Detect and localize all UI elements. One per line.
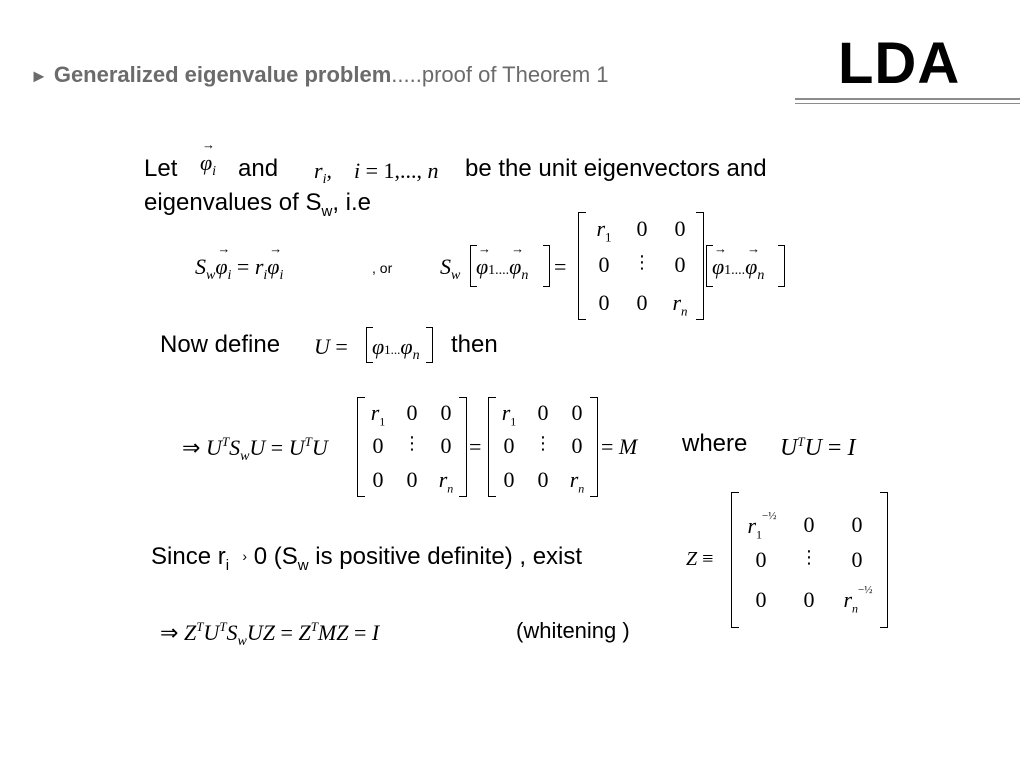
orthogonality-condition: $U^TU = I$ — [780, 434, 856, 461]
bracket-right-2 — [778, 245, 785, 287]
bracket-right-u — [426, 327, 433, 363]
header-rule — [795, 98, 1020, 100]
whitening-equation: ⇒ $Z^TU^TS_wUZ = Z^TMZ = I$ — [160, 619, 380, 649]
or-text: , or — [372, 260, 393, 276]
bracket-right — [543, 245, 550, 287]
eigen-equation: $S_w\to \varphi_i = r_i\to \varphi_i$ — [195, 254, 283, 284]
eigenvalue-matrix: $r_1$ 0 0 0 ⋮ 0 0 0 $r_n$ — [578, 212, 704, 320]
lda-logo: LDA — [838, 31, 961, 96]
u-definition: U = — [314, 334, 348, 359]
now-define-text: Now define — [160, 331, 281, 358]
let-text: Let — [144, 155, 178, 182]
phi-i-symbol: → $\varphi_i$ — [200, 150, 216, 180]
matrix-z: $r_1^{-\frac{1}{2}}$ 0 0 0 ⋮ 0 0 0 $r_n^{-\frac{1}{2}}$ — [731, 492, 888, 628]
matrix-b: $r_1$ 0 0 0 ⋮ 0 0 0 $r_n$ — [488, 397, 598, 497]
equals-m: = M — [601, 434, 638, 459]
equals-sign-2: = — [469, 434, 482, 459]
matrix-equation-lhs: $S_w$ — [440, 254, 461, 283]
whitening-lhs: ⇒ $U^TS_wU = U^TU$ — [182, 434, 328, 464]
matrix-a: $r_1$ 0 0 0 ⋮ 0 0 0 $r_n$ — [357, 397, 467, 497]
z-definition: Z ≡ — [686, 548, 714, 570]
eigenvalues-text: eigenvalues of $S_w$, i.e — [144, 189, 371, 220]
title-bold: Generalized eigenvalue problem — [53, 62, 392, 87]
equals-sign: = — [554, 254, 567, 279]
phi-vector-row: → $\varphi 1....\to \varphi_n$ — [476, 254, 528, 284]
u-phi-row: $\varphi 1...\varphi_n$ — [372, 334, 420, 363]
and-text: and — [238, 155, 279, 182]
slide-title — [30, 62, 609, 88]
since-text: Since $r_i$ › 0 ($S_w$ is positive definite) , exist — [151, 543, 583, 574]
then-text: then — [451, 331, 498, 358]
where-text: where — [682, 430, 748, 457]
bullet-icon: ► — [30, 66, 48, 86]
whitening-note: (whitening ) — [516, 618, 630, 643]
eigen-text: be the unit eigenvectors and — [465, 155, 767, 182]
r-index-expression: $r_i$, i = 1,..., n — [314, 158, 439, 187]
header-rule-thin — [795, 103, 1020, 104]
phi-vector-row-2: → $\varphi 1....\to \varphi_n$ — [712, 254, 764, 284]
title-rest: .....proof of Theorem 1 — [391, 62, 609, 87]
